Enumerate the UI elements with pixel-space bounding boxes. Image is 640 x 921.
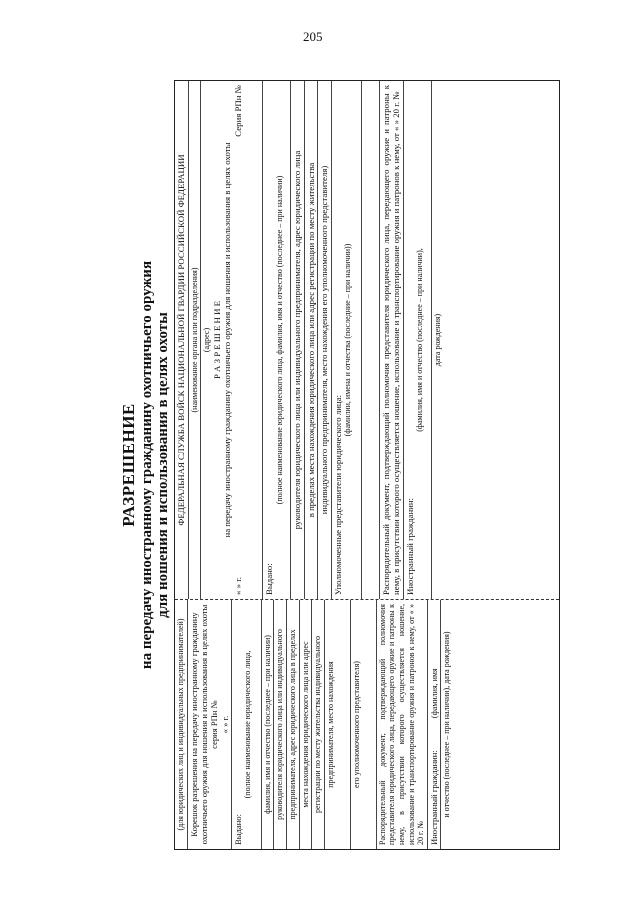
stub-heading: Корешок разрешения на передачу иностранному гражданину охотничьего оружия для ношения и использования в целях охоты [188,604,209,845]
stub-issued-row [232,600,262,849]
authorized-label: Уполномоченные представители юридического лица: [332,395,343,595]
issued-caption: (полное наименование юридического лица, фамилия, имя и отчество (последнее – при наличии) [274,175,284,505]
permit-date: « » г. [232,576,243,595]
document-title [120,80,172,850]
doc-text: Распорядительный документ, подтверждающий полномочия представителя юридического лица, передающего оружие и патроны к нему, в присутствии которого осуществляется ношение, использование и транспортирование оружия и патронов к нему, от « » 20 г. № [380,81,404,599]
stub-caption-name: (полное наименование юридического лица, [243,650,253,799]
stub-foreign-caption: (фамилия, имя [429,668,439,719]
stub-row-location: места нахождения юридического лица или адрес [300,600,313,849]
row-head: руководителя юридического лица или индивидуального предпринимателя, адрес юридического лица [291,81,305,599]
permit-form [174,80,560,850]
stub-row-head: руководителя юридического лица или индивидуального [274,600,287,849]
permit-main-column [175,81,559,599]
permit-line: на передачу иностранному гражданину охотничьего оружия для ношения и использования в целях охоты [222,142,233,538]
foreign-caption: (фамилия, имя и отчество (последнее – при наличии), [415,248,425,432]
row-entrepreneur: индивидуального предпринимателя, место нахождения его уполномоченного представителя) [318,81,332,599]
issued-row [263,81,291,599]
stub-date: « » г. [219,715,230,734]
foreign-row [404,81,432,599]
stub-doc-text: Распорядительный документ, подтверждающий полномочия представителя юридического лица, передающего оружие и патроны к нему, в присутствии которого осуществляется ношение, использование и транспортирование оружия и патронов к нему, от « » 20 г. № [377,600,428,849]
stub-column [175,599,559,849]
issued-label: Выдано: [264,563,275,595]
title-line-3: для ношения и использования в целях охоты [155,312,172,618]
stub-row-representative: его уполномоченного представителя) [351,600,377,849]
permit-word: Р А З Р Е Ш Е Н И Е [211,300,222,380]
stub-heading-block [188,600,232,849]
stub-row-registration: регистрации по месту жительства индивидуального [312,600,325,849]
foreign-label: Иностранный гражданин: [404,497,415,595]
permit-series: Серия РПн № [232,85,243,137]
address-caption: (адрес) [202,327,212,353]
authorized-caption: (фамилии, имена и отчества (последние – при наличии)) [343,243,353,437]
stub-issued-label: Выдано: [232,814,243,845]
date-series-line [233,85,244,595]
blank-row-1 [362,81,380,599]
stub-series: серия РПн № [209,700,220,749]
row-location: в пределах места нахождения юридического лица или адрес регистрации по месту жительства [305,81,319,599]
stub-foreign-caption-2: и отчество (последнее – при наличии), дата рождения) [442,631,452,818]
title-line-2: на передачу иностранному гражданину охотничьего оружия [138,260,155,670]
permit-header-block [201,81,263,599]
stub-row-entrepreneur2: предпринимателя, место нахождения [325,600,351,849]
title-line-1: РАЗРЕШЕНИЕ [119,403,138,527]
birth-caption: дата рождения) [432,313,442,367]
page-number: 205 [303,29,323,44]
org-caption: (наименование органа или подразделения) [189,81,202,599]
stub-row-entrepreneur: предпринимателя, адрес юридического лица в пределах [287,600,300,849]
authorized-row [332,81,362,599]
permit-sheet [120,80,560,850]
agency-name: ФЕДЕРАЛЬНАЯ СЛУЖБА ВОЙСК НАЦИОНАЛЬНОЙ ГВАРДИИ РОССИЙСКОЙ ФЕДЕРАЦИИ [175,81,189,599]
stub-foreign-label: Иностранный гражданин: [428,750,439,845]
stub-foreign-row [428,600,442,849]
stub-row-fio: фамилия, имя и отчество (последнее – при наличии) [262,600,275,849]
stub-header-caption: (для юридических лиц и индивидуальных предпринимателей) [175,600,188,849]
